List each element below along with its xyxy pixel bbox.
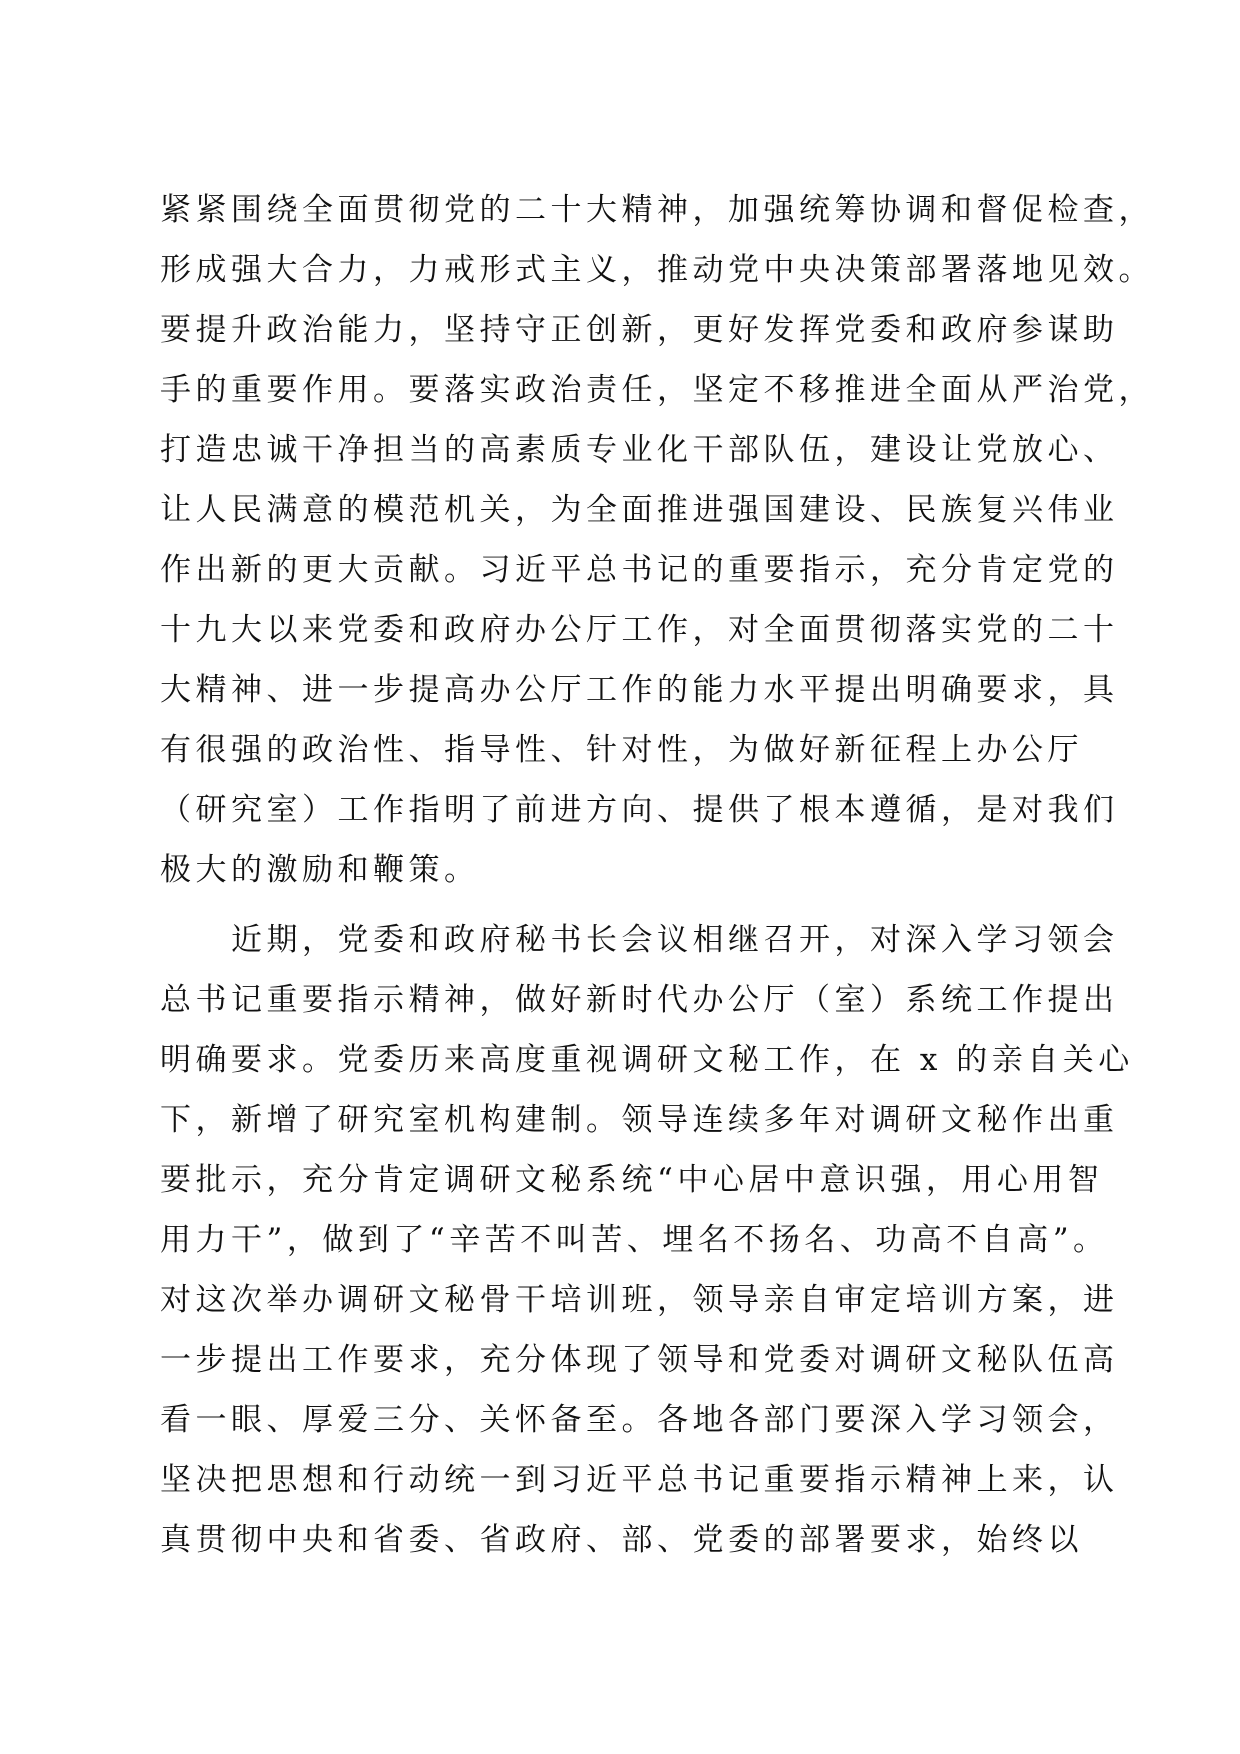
paragraph-spacing — [160, 900, 1080, 910]
text-line: 总书记重要指示精神，做好新时代办公厅（室）系统工作提出 — [160, 982, 1119, 1018]
text-line: 让人民满意的模范机关，为全面推进强国建设、民族复兴伟业 — [160, 492, 1119, 528]
text-line: 手的重要作用。要落实政治责任，坚定不移推进全面从严治党， — [160, 372, 1154, 408]
text-line: 紧紧围绕全面贯彻党的二十大精神，加强统筹协调和督促检查， — [160, 192, 1154, 228]
text-line: 真贯彻中央和省委、省政府、部、党委的部署要求，始终以 — [160, 1522, 1083, 1558]
text-line: 对这次举办调研文秘骨干培训班，领导亲自审定培训方案，进 — [160, 1282, 1119, 1318]
text-line: 打造忠诚干净担当的高素质专业化干部队伍，建设让党放心、 — [160, 432, 1119, 468]
text-line: 看一眼、厚爱三分、关怀备至。各地各部门要深入学习领会， — [160, 1402, 1119, 1438]
text-line: 近期，党委和政府秘书长会议相继召开，对深入学习领会 — [160, 922, 1119, 958]
text-line: 下，新增了研究室机构建制。领导连续多年对调研文秘作出重 — [160, 1102, 1119, 1138]
text-line: 作出新的更大贡献。习近平总书记的重要指示，充分肯定党的 — [160, 552, 1119, 588]
text-line: 大精神、进一步提高办公厅工作的能力水平提出明确要求，具 — [160, 672, 1119, 708]
paragraph-1 — [160, 180, 1154, 900]
text-line: 有很强的政治性、指导性、针对性，为做好新征程上办公厅 — [160, 732, 1083, 768]
text-line: 极大的激励和鞭策。 — [160, 852, 480, 888]
text-line: 用力干”，做到了“辛苦不叫苦、埋名不扬名、功高不自高”。 — [160, 1222, 1109, 1258]
document-body — [160, 180, 1154, 1570]
text-line: （研究室）工作指明了前进方向、提供了根本遵循，是对我们 — [160, 792, 1119, 828]
text-line: 形成强大合力，力戒形式主义，推动党中央决策部署落地见效。 — [160, 252, 1154, 288]
text-line: 要提升政治能力，坚持守正创新，更好发挥党委和政府参谋助 — [160, 312, 1119, 348]
text-line: 一步提出工作要求，充分体现了领导和党委对调研文秘队伍高 — [160, 1342, 1119, 1378]
text-line: 十九大以来党委和政府办公厅工作，对全面贯彻落实党的二十 — [160, 612, 1119, 648]
paragraph-2 — [160, 910, 1134, 1570]
text-line: 坚决把思想和行动统一到习近平总书记重要指示精神上来，认 — [160, 1462, 1119, 1498]
text-line: 要批示，充分肯定调研文秘系统“中心居中意识强，用心用智 — [160, 1162, 1104, 1198]
text-line: 明确要求。党委历来高度重视调研文秘工作，在 x 的亲自关心 — [160, 1042, 1134, 1078]
